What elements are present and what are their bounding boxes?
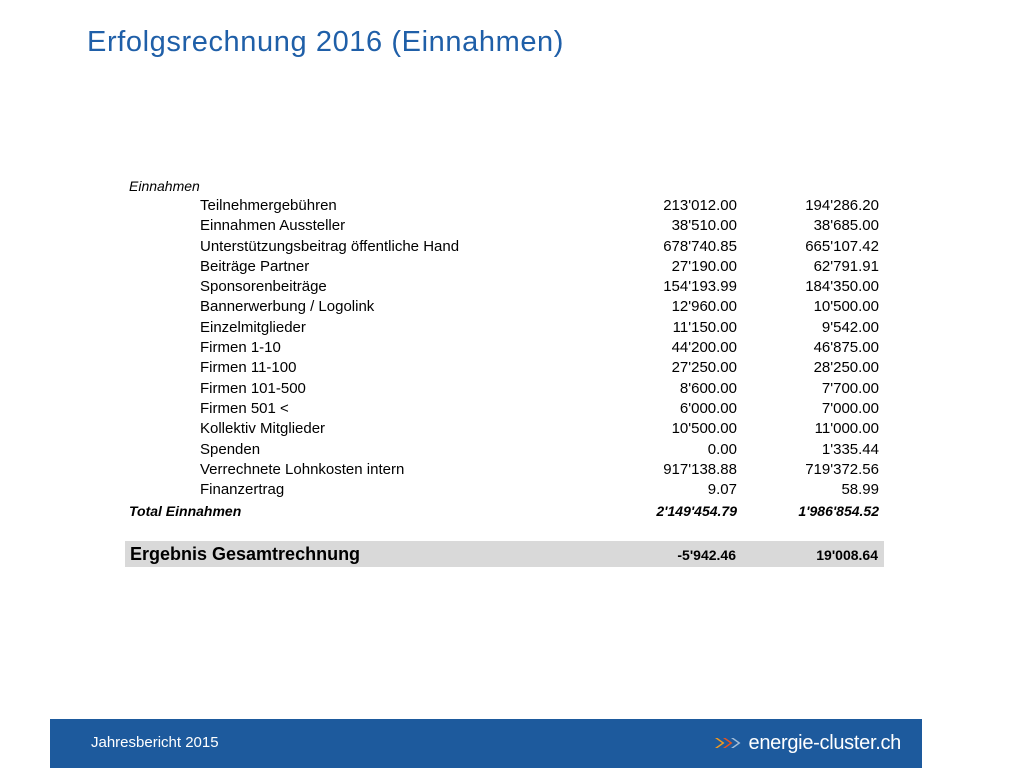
- table-row: [127, 419, 885, 439]
- row-label: Teilnehmergebühren: [200, 197, 337, 214]
- row-value-2015: 7'000.00: [821, 399, 879, 417]
- row-value-2016: 9.07: [707, 481, 737, 499]
- row-value-2015: 719'372.56: [805, 460, 879, 478]
- row-value-2015: 184'350.00: [805, 278, 879, 296]
- result-value-2016: -5'942.46: [677, 547, 736, 563]
- row-value-2015: 28'250.00: [813, 359, 879, 377]
- row-value-2015: 665'107.42: [805, 237, 879, 255]
- table-row: [127, 216, 885, 236]
- table-row: [127, 257, 885, 277]
- result-row: [125, 541, 884, 567]
- table-row: [127, 196, 885, 216]
- row-value-2016: 12'960.00: [671, 298, 737, 316]
- double-chevron-icon: [715, 736, 745, 750]
- row-value-2015: 7'700.00: [821, 379, 879, 397]
- table-row: [127, 379, 885, 399]
- row-label: Kollektiv Mitglieder: [200, 420, 326, 438]
- row-value-2016: 6'000.00: [679, 399, 737, 417]
- row-label: Firmen 501 <: [200, 399, 289, 417]
- row-label: Verrechnete Lohnkosten intern: [200, 460, 405, 478]
- row-value-2015: 11'000.00: [814, 420, 879, 438]
- row-value-2015: 58.99: [841, 481, 879, 499]
- result-label: Ergebnis Gesamtrechnung: [130, 544, 361, 564]
- footer-bar: [50, 719, 922, 768]
- row-value-2016: 38'510.00: [671, 217, 737, 235]
- table-row: [127, 297, 885, 317]
- row-value-2016: 44'200.00: [671, 339, 737, 357]
- section-header: Einnahmen: [129, 178, 200, 194]
- row-value-2016: 213'012.00: [663, 197, 737, 214]
- row-value-2016: 154'193.99: [663, 278, 737, 296]
- row-label: Unterstützungsbeitrag öffentliche Hand: [200, 237, 460, 255]
- row-label: Firmen 101-500: [200, 379, 306, 397]
- row-label: Firmen 1-10: [200, 339, 281, 357]
- income-table: [127, 176, 885, 522]
- row-label: Einnahmen Aussteller: [200, 217, 346, 235]
- slide-title: Erfolgsrechnung 2016 (Einnahmen): [87, 26, 565, 58]
- table-row: [127, 460, 885, 480]
- row-value-2015: 62'791.91: [813, 257, 879, 275]
- row-value-2016: 8'600.00: [679, 379, 737, 397]
- table-row: [127, 277, 885, 297]
- row-value-2016: 27'190.00: [671, 257, 737, 275]
- row-label: Sponsorenbeiträge: [200, 278, 327, 296]
- row-value-2015: 46'875.00: [813, 339, 879, 357]
- total-label: Total Einnahmen: [129, 503, 242, 520]
- row-value-2016: 0.00: [707, 440, 737, 458]
- total-value-2015: 1'986'854.52: [798, 503, 879, 520]
- row-value-2015: 38'685.00: [813, 217, 879, 235]
- row-value-2015: 10'500.00: [813, 298, 879, 316]
- row-label: Firmen 11-100: [200, 359, 297, 377]
- table-row: [127, 358, 885, 378]
- row-label: Spenden: [200, 440, 261, 458]
- table-row: [127, 338, 885, 358]
- table-row: [127, 399, 885, 419]
- table-row: [127, 318, 885, 338]
- row-value-2016: 10'500.00: [671, 420, 737, 438]
- income-rows: [127, 196, 885, 500]
- table-row: [127, 480, 885, 500]
- row-label: Beiträge Partner: [200, 257, 310, 275]
- result-value-2015: 19'008.64: [816, 547, 878, 563]
- row-value-2015: 194'286.20: [805, 197, 879, 214]
- row-value-2016: 917'138.88: [663, 460, 737, 478]
- row-value-2016: 678'740.85: [663, 237, 737, 255]
- table-row: [127, 237, 885, 257]
- row-label: Finanzertrag: [200, 481, 285, 499]
- row-value-2016: 11'150.00: [672, 318, 737, 336]
- row-label: Bannerwerbung / Logolink: [200, 298, 375, 316]
- energie-cluster-logo: [715, 731, 901, 755]
- row-value-2015: 1'335.44: [821, 440, 879, 458]
- report-label: Jahresbericht 2015: [91, 734, 219, 751]
- total-value-2016: 2'149'454.79: [656, 503, 737, 520]
- table-row: [127, 440, 885, 460]
- row-value-2016: 27'250.00: [671, 359, 737, 377]
- row-label: Einzelmitglieder: [200, 318, 306, 336]
- logo-text: energie-cluster.ch: [748, 731, 901, 754]
- total-row: [127, 500, 885, 522]
- row-value-2015: 9'542.00: [821, 318, 879, 336]
